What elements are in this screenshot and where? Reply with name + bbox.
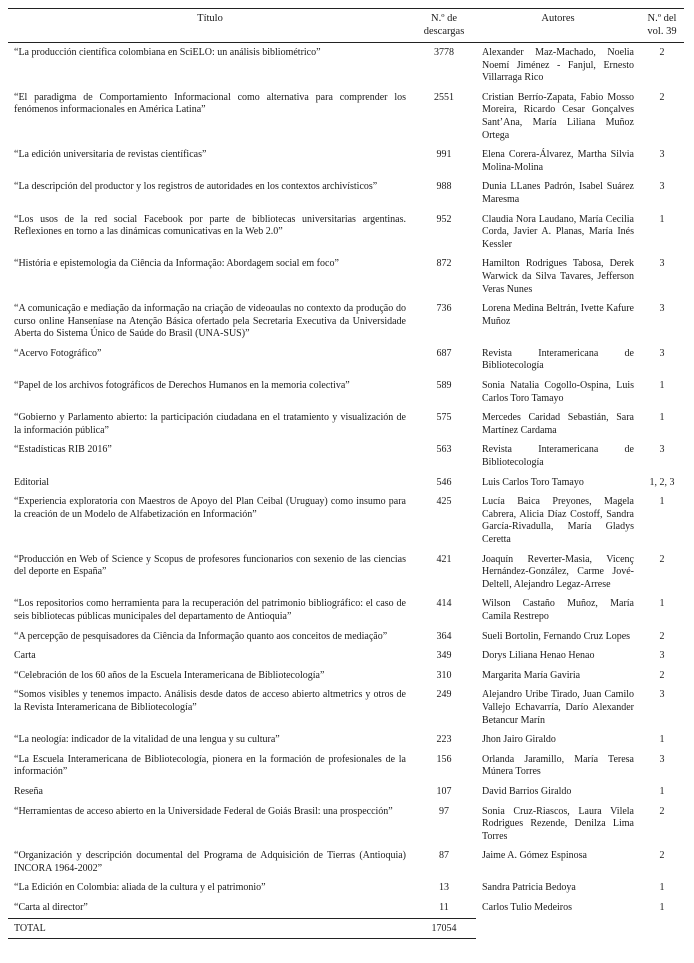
row-authors: Claudia Nora Laudano, María Cecilia Corda, Javier A. Planas, María Inés Kessler	[482, 213, 634, 250]
row-title: “A percepção de pesquisadores da Ciência da Informação quanto aos conceitos de mediação”	[14, 630, 388, 642]
row-title: Editorial	[14, 476, 49, 488]
row-authors: Jaime A. Gómez Espinosa	[482, 850, 587, 862]
row-downloads: 97	[439, 805, 449, 817]
row-downloads: 421	[436, 553, 452, 565]
row-downloads: 546	[436, 476, 452, 488]
table-row	[8, 210, 684, 255]
table-row	[8, 177, 684, 209]
table-row	[8, 594, 684, 626]
row-title: “Papel de los archivos fotográficos de Derechos Humanos en la memoria colectiva”	[14, 380, 350, 392]
row-authors: Sueli Bortolin, Fernando Cruz Lopes	[482, 630, 631, 642]
downloads-table	[8, 8, 684, 939]
row-downloads: 87	[439, 850, 449, 862]
row-title: “A comunicação e mediação da informação na criação de videoaulas no contexto da produção do curso online Hanseníase na Atenção Básica ofertado pela Secretaria Executiva da Universidade Aberta do Sistema Único de Saúde do Brasil (UNA-SUS)”	[14, 303, 406, 340]
row-volume: 3	[659, 347, 665, 359]
row-volume: 1	[659, 734, 665, 746]
total-downloads: 17054	[412, 918, 476, 939]
row-authors: Sonia Natalia Cogollo-Ospina, Luis Carlos Toro Tamayo	[482, 380, 634, 404]
row-downloads: 223	[436, 734, 452, 746]
row-downloads: 349	[436, 650, 452, 662]
row-downloads: 156	[436, 753, 452, 765]
row-downloads: 575	[436, 412, 452, 424]
row-title: “El paradigma de Comportamiento Informacional como alternativa para comprender los fenómenos informacionales en América Latina”	[14, 91, 406, 116]
row-downloads: 107	[436, 785, 452, 797]
row-authors: Lucía Baica Preyones, Magela Cabrera, Alicia Díaz Costoff, Sandra García-Rivadulla, María Gladys Ceretta	[482, 496, 634, 545]
row-downloads: 13	[439, 882, 449, 894]
row-authors: Orlanda Jaramillo, María Teresa Múnera Torres	[482, 753, 634, 778]
table-row	[8, 43, 684, 88]
total-empty-cell	[640, 918, 684, 939]
row-volume: 1	[659, 882, 665, 894]
table-row	[8, 550, 684, 595]
row-downloads: 991	[436, 149, 452, 161]
table-header-row	[8, 9, 684, 43]
table-row	[8, 254, 684, 299]
table-row	[8, 846, 684, 878]
row-downloads: 310	[436, 669, 452, 681]
row-title: “Celebración de los 60 años de la Escuela Interamericana de Bibliotecología”	[14, 669, 325, 681]
table-row	[8, 898, 684, 918]
header-downloads: N.º de descargas	[412, 9, 476, 43]
row-volume: 1, 2, 3	[649, 476, 675, 488]
row-volume: 3	[659, 444, 665, 456]
table-row	[8, 299, 684, 344]
row-downloads: 988	[436, 181, 452, 193]
table-row	[8, 88, 684, 145]
row-title: “Producción en Web of Science y Scopus de profesores funcionarios con sexenio de las ciencias del deporte en España”	[14, 553, 406, 578]
row-authors: Elena Corera-Álvarez, Martha Silvia Molina-Molina	[482, 149, 634, 173]
row-downloads: 3778	[434, 47, 454, 58]
header-authors: Autores	[476, 9, 640, 43]
table-row	[8, 492, 684, 549]
row-authors: Sonia Cruz-Riascos, Laura Vilela Rodrigues Rezende, Denilza Lima Torres	[482, 805, 634, 842]
row-title: “Gobierno y Parlamento abierto: la participación ciudadana en el tratamiento y visualización de la información pública”	[14, 412, 406, 436]
row-title: Carta	[14, 650, 36, 662]
row-authors: Carlos Tulio Medeiros	[482, 902, 573, 914]
row-title: “Experiencia exploratoria con Maestros de Apoyo del Plan Ceibal (Uruguay) como insumo para la creación de un Modelo de Alfabetización en Información”	[14, 496, 406, 520]
total-label: TOTAL	[8, 918, 412, 939]
row-downloads: 11	[439, 902, 449, 914]
row-authors: Lorena Medina Beltrán, Ivette Kafure Muñoz	[482, 303, 634, 327]
table-row	[8, 145, 684, 177]
row-title: “La producción científica colombiana en SciELO: un análisis bibliométrico”	[14, 47, 321, 58]
row-volume: 1	[659, 380, 665, 392]
row-volume: 3	[659, 181, 665, 193]
row-title: “Acervo Fotográfico”	[14, 347, 102, 359]
table-row	[8, 627, 684, 647]
row-title: “Somos visibles y tenemos impacto. Análisis desde datos de acceso abierto altmetrics y otros de la Revista Interamericana de Bibliotecología”	[14, 689, 406, 713]
row-authors: Revista Interamericana de Bibliotecología	[482, 444, 634, 469]
row-title: “Los usos de la red social Facebook por parte de bibliotecas universitarias argentinas. Reflexiones en torno a las dinámicas comunicativas en la Web 2.0”	[14, 213, 406, 238]
row-downloads: 414	[436, 598, 452, 610]
row-title: “Estadísticas RIB 2016”	[14, 444, 112, 456]
total-row	[8, 918, 684, 939]
row-volume: 3	[659, 149, 665, 161]
row-authors: Cristian Berrío-Zapata, Fabio Mosso Moreira, Ricardo Cesar Gonçalves Sant’Ana, María Liliana Muñoz Ortega	[482, 91, 634, 141]
row-volume: 2	[659, 630, 665, 642]
row-volume: 1	[659, 785, 665, 797]
row-title: “La Edición en Colombia: aliada de la cultura y el patrimonio”	[14, 882, 266, 894]
table-row	[8, 376, 684, 408]
row-authors: Mercedes Caridad Sebastián, Sara Martínez Cardama	[482, 412, 634, 436]
table-body	[8, 43, 684, 919]
row-volume: 3	[659, 303, 665, 315]
header-volume: N.º del vol. 39	[640, 9, 684, 43]
row-volume: 3	[659, 753, 665, 765]
table-row	[8, 685, 684, 730]
row-title: “Los repositorios como herramienta para la recuperación del patrimonio bibliográfico: el caso de seis bibliotecas públicas municipales del departamento de Antioquia”	[14, 598, 406, 622]
row-volume: 1	[659, 598, 665, 610]
row-authors: Alejandro Uribe Tirado, Juan Camilo Vallejo Echavarría, Darío Alexander Betancur Marín	[482, 689, 634, 726]
table-row	[8, 878, 684, 898]
table-row	[8, 440, 684, 472]
row-authors: Sandra Patricia Bedoya	[482, 882, 576, 894]
row-volume: 2	[659, 850, 665, 862]
row-volume: 3	[659, 258, 665, 270]
row-volume: 2	[659, 669, 665, 681]
table-row	[8, 408, 684, 440]
row-downloads: 687	[436, 347, 452, 359]
row-volume: 3	[659, 650, 665, 662]
row-downloads: 736	[436, 303, 452, 315]
row-volume: 2	[659, 47, 665, 58]
row-title: “Organización y descripción documental del Programa de Adquisición de Tierras (Antioquia) INCORA 1964-2002”	[14, 850, 406, 874]
row-volume: 2	[659, 91, 665, 103]
table-row	[8, 802, 684, 847]
row-title: Reseña	[14, 785, 43, 797]
row-title: “Herramientas de acceso abierto en la Universidade Federal de Goiás Brasil: una prospección”	[14, 805, 393, 817]
row-authors: Luis Carlos Toro Tamayo	[482, 476, 584, 488]
header-title: Título	[8, 9, 412, 43]
row-volume: 2	[659, 805, 665, 817]
row-downloads: 2551	[434, 91, 454, 103]
row-downloads: 589	[436, 380, 452, 392]
row-downloads: 872	[436, 258, 452, 270]
table-row	[8, 473, 684, 493]
row-volume: 2	[659, 553, 665, 565]
row-volume: 3	[659, 689, 665, 701]
row-volume: 1	[659, 412, 665, 424]
row-authors: Joaquín Reverter-Masia, Vicenç Hernández-González, Carme Jové-Deltell, Alejandro Legaz-Arrese	[482, 553, 634, 590]
row-downloads: 364	[436, 630, 452, 642]
row-title: “Carta al director”	[14, 902, 88, 914]
table-row	[8, 730, 684, 750]
row-volume: 1	[659, 902, 665, 914]
row-downloads: 425	[436, 496, 452, 508]
row-title: “História e epistemologia da Ciência da Informação: Abordagem social em foco”	[14, 258, 339, 270]
row-authors: Jhon Jairo Giraldo	[482, 734, 556, 746]
row-authors: Revista Interamericana de Bibliotecología	[482, 347, 634, 372]
table-row	[8, 782, 684, 802]
row-authors: David Barrios Giraldo	[482, 785, 572, 797]
table-row	[8, 750, 684, 782]
row-downloads: 563	[436, 444, 452, 456]
row-authors: Margarita María Gaviria	[482, 669, 581, 681]
row-authors: Dorys Liliana Henao Henao	[482, 650, 595, 662]
row-authors: Dunia LLanes Padrón, Isabel Suárez Maresma	[482, 181, 634, 205]
row-title: “La Escuela Interamericana de Bibliotecología, pionera en la formación de profesionales de la información”	[14, 753, 406, 778]
row-title: “La descripción del productor y los registros de autoridades en los contextos archivísticos”	[14, 181, 378, 193]
row-volume: 1	[659, 496, 665, 508]
table-row	[8, 344, 684, 376]
row-title: “La neología: indicador de la vitalidad de una lengua y su cultura”	[14, 734, 280, 746]
table-row	[8, 646, 684, 666]
row-authors: Wilson Castaño Muñoz, María Camila Restrepo	[482, 598, 634, 622]
row-title: “La edición universitaria de revistas científicas”	[14, 149, 207, 161]
row-authors: Alexander Maz-Machado, Noelia Noemí Jiménez - Fanjul, Ernesto Villarraga Rico	[482, 47, 634, 84]
row-downloads: 249	[436, 689, 452, 701]
row-volume: 1	[659, 213, 665, 225]
row-downloads: 952	[436, 213, 452, 225]
table-row	[8, 666, 684, 686]
row-authors: Hamilton Rodrigues Tabosa, Derek Warwick da Silva Tavares, Jefferson Veras Nunes	[482, 258, 634, 295]
total-empty-cell	[476, 918, 640, 939]
